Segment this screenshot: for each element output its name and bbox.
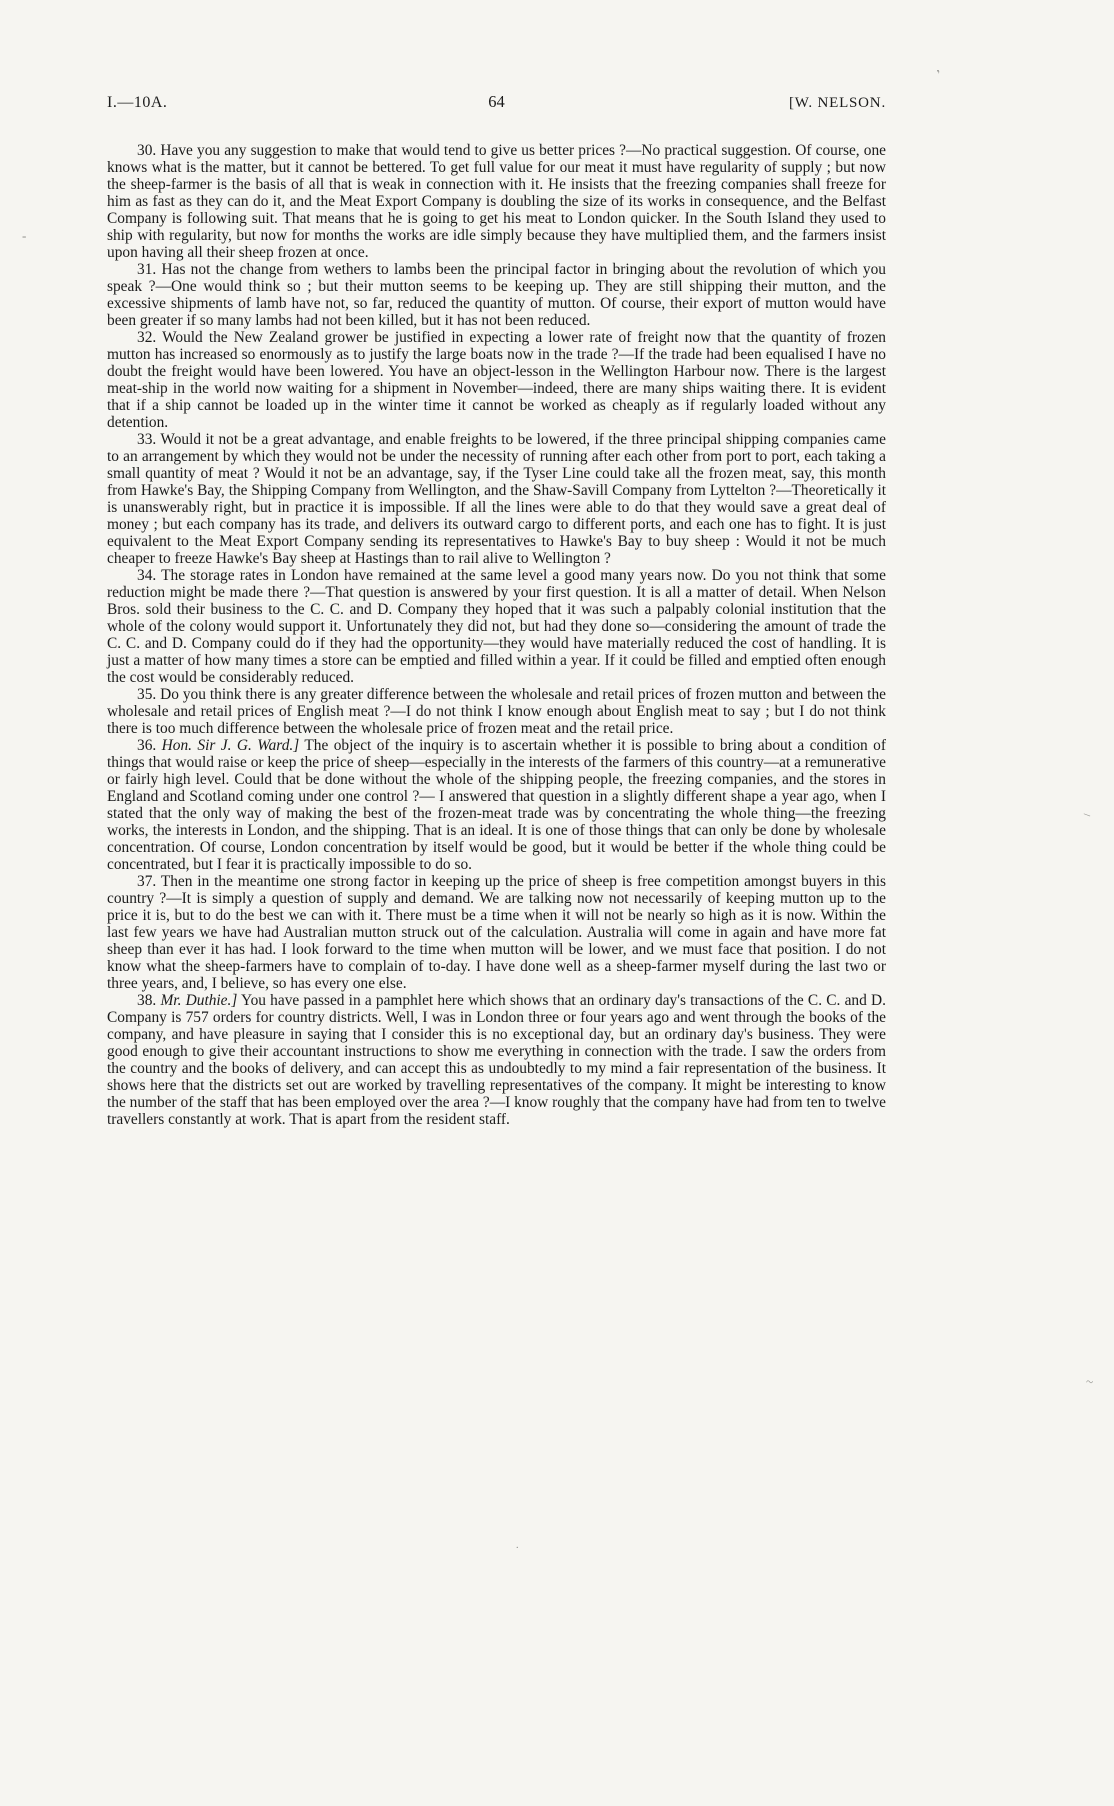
testimony-paragraph — [107, 737, 886, 873]
scan-artifact: ~ — [1084, 1373, 1095, 1390]
paragraph-text: Would the New Zealand grower be justified in expecting a lower rate of freight now that the quantity of frozen mutton has increased so enormously as to justify the large boats now in the trade ?—If the trade had been equalised I have no doubt the freight would have been lowered. You have an object-lesson in the Wellington Harbour now. There is the largest meat-ship in the world now waiting for a shipment in November—indeed, there are many ships waiting there. It is evident that if a ship cannot be loaded up in the winter time it cannot be worked as cheaply as if regularly loaded without any detention. — [107, 329, 886, 431]
scan-artifact: ’ — [933, 66, 946, 81]
question-number: 35. — [137, 686, 157, 703]
question-number: 34. — [137, 567, 157, 584]
testimony-paragraph — [107, 261, 886, 329]
scan-artifact: - — [22, 228, 27, 243]
report-id: I.—10A. — [107, 94, 168, 111]
testimony-paragraph — [107, 431, 886, 567]
testimony-body — [107, 142, 886, 1128]
testimony-paragraph — [107, 567, 886, 686]
testimony-paragraph — [107, 329, 886, 431]
question-number: 38. — [137, 992, 157, 1009]
question-number: 32. — [137, 329, 157, 346]
question-number: 30. — [137, 142, 157, 159]
question-number: 37. — [137, 873, 157, 890]
scan-artifact: . — [516, 1540, 519, 1551]
testimony-paragraph — [107, 873, 886, 992]
speaker-name: Hon. Sir J. G. Ward.] — [161, 737, 300, 754]
paragraph-text: Have you any suggestion to make that would tend to give us better prices ?—No practical suggestion. Of course, one knows what is the matter, but it cannot be bettered. To get full value for our meat it must have regularity of supply ; but now the sheep-farmer is the basis of all that is weak in connection with it. He insists that the freezing companies shall freeze for him as fast as they can do it, and the Meat Export Company is doubling the size of its works in consequence, and the Belfast Company is following suit. That means that he is going to get his meat to London quicker. In the South Island they used to ship with regularity, but now for months the works are idle simply because they have multiplied them, and the farmers insist upon having all their sheep frozen at once. — [107, 142, 886, 261]
paragraph-text: The object of the inquiry is to ascertain whether it is possible to bring about a condition of things that would raise or keep the price of sheep—especially in the interests of the farmers of this country—at a remunerative or fairly high level. Could that be done without the whole of the shipping people, the freezing companies, and the stores in England and Scotland coming under one control ?— I answered that question in a slightly different shape a year ago, when I stated that the only way of making the best of the frozen-meat trade was by concentrating the whole thing—the freezing works, the interests in London, and the shipping. That is an ideal. It is one of those things that can only be done by wholesale concentration. Of course, London concentration by itself would be good, but it would be better if the whole thing could be concentrated, but I fear it is practically impossible to do so. — [107, 737, 886, 873]
paragraph-text: Do you think there is any greater difference between the wholesale and retail prices of frozen mutton and between the wholesale and retail prices of English meat ?—I do not think I know enough about English meat to say ; but I do not think there is too much difference between the wholesale price of frozen meat and the retail price. — [107, 686, 886, 737]
witness-name: [W. NELSON. — [789, 95, 886, 111]
page-number: 64 — [488, 92, 505, 111]
question-number: 31. — [137, 261, 157, 278]
testimony-paragraph — [107, 686, 886, 737]
paragraph-text: You have passed in a pamphlet here which shows that an ordinary day's transactions of the C. C. and D. Company is 757 orders for country districts. Well, I was in London three or four years ago and went through the books of the company, and have pleasure in saying that I consider this is no exceptional day, but an ordinary day's business. They were good enough to give their accountant instructions to show me everything in connection with the trade. I saw the orders from the country and the books of delivery, and can accept this as undoubtedly to my mind a fair representation of the business. It shows here that the districts set out are worked by travelling representatives of the company. It might be interesting to know the number of the staff that has been employed over the area ?—I know roughly that the company have had from ten to twelve travellers constantly at work. That is apart from the resident staff. — [107, 992, 886, 1128]
scan-artifact: – — [1081, 805, 1094, 822]
paragraph-text: Has not the change from wethers to lambs been the principal factor in bringing about the revolution of which you speak ?—One would think so ; but their mutton seems to be keeping up. They are still shipping their mutton, and the excessive shipments of lamb have not, so far, reduced the quantity of mutton. Of course, their export of mutton would have been greater if so many lambs had not been killed, but it has not been reduced. — [107, 261, 886, 329]
question-number: 33. — [137, 431, 157, 448]
testimony-paragraph — [107, 142, 886, 261]
question-number: 36. — [137, 737, 157, 754]
testimony-paragraph — [107, 992, 886, 1128]
text-block — [107, 92, 886, 1128]
paragraph-text: Would it not be a great advantage, and enable freights to be lowered, if the three principal shipping companies came to an arrangement by which they would not be under the necessity of running after each other from port to port, each taking a small quantity of meat ? Would it not be an advantage, say, if the Tyser Line could take all the frozen meat, say, this month from Hawke's Bay, the Shipping Company from Wellington, and the Shaw-Savill Company from Lyttelton ?—Theoretically it is unanswerably right, but in practice it is impossible. If all the lines were able to do that they would save a great deal of money ; but each company has its trade, and delivers its outward cargo to different ports, and each one has to fight. It is just equivalent to the Meat Export Company sending its representatives to Hawke's Bay to buy sheep : Would it not be much cheaper to freeze Hawke's Bay sheep at Hastings than to rail alive to Wellington ? — [107, 431, 886, 567]
page-header — [107, 92, 886, 112]
paragraph-text: Then in the meantime one strong factor in keeping up the price of sheep is free competition amongst buyers in this country ?—It is simply a question of supply and demand. We are talking now not necessarily of keeping mutton up to the price it is, but to do the best we can with it. There must be a time when it will not be nearly so high as it is now. Within the last few years we have had Australian mutton struck out of the calculation. Australia will come in again and have more fat sheep than ever it has had. I look forward to the time when mutton will be lower, and we must face that position. I do not know what the sheep-farmers have to complain of to-day. I have done well as a sheep-farmer myself during the last two or three years, and, I believe, so has every one else. — [107, 873, 886, 992]
paragraph-text: The storage rates in London have remained at the same level a good many years now. Do you not think that some reduction might be made there ?—That question is answered by your first question. It is all a matter of detail. When Nelson Bros. sold their business to the C. C. and D. Company they hoped that it was such a palpably colonial institution that the whole of the colony would support it. Unfortunately they did not, but had they done so—considering the amount of trade the C. C. and D. Company could do if they had the opportunity—they would have materially reduced the cost of handling. It is just a matter of how many times a store can be emptied and filled within a year. If it could be filled and emptied often enough the cost would be considerably reduced. — [107, 567, 886, 686]
speaker-name: Mr. Duthie.] — [160, 992, 238, 1009]
